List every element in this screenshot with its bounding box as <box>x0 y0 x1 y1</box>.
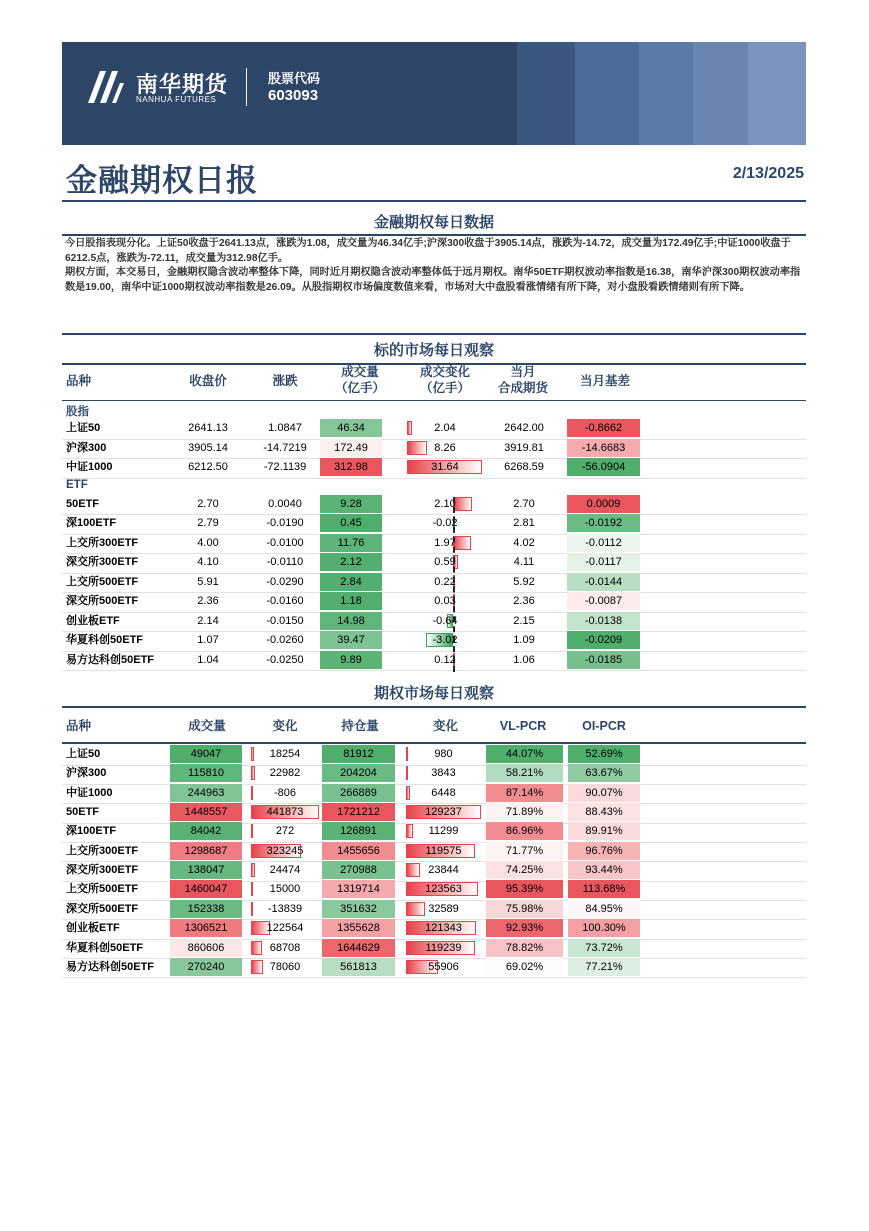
option-volume-value: 1448557 <box>170 803 242 821</box>
group-label: ETF <box>66 478 88 491</box>
close-value: 4.10 <box>197 556 219 568</box>
table-row <box>62 803 806 824</box>
synthetic-future-value: 1.06 <box>513 653 535 666</box>
row-name: 上证50 <box>66 422 101 434</box>
change-value: -0.0150 <box>266 614 304 627</box>
open-interest-value: 81912 <box>322 745 395 763</box>
oi-pcr-value: 113.68% <box>568 880 640 898</box>
option-volume-value: 152338 <box>170 900 242 918</box>
row-name: 易方达科创50ETF <box>66 653 155 666</box>
table-row <box>62 651 806 672</box>
change-value: -0.0110 <box>266 556 304 568</box>
option-volume-value: 1298687 <box>170 842 242 860</box>
volume-change-value: 0.12 <box>434 653 456 666</box>
volume-change-value: 0.59 <box>434 556 456 568</box>
table-row <box>62 861 806 882</box>
table-row <box>62 592 806 613</box>
column-header: 持仓量 <box>341 719 379 733</box>
oi-pcr-value: 90.07% <box>568 784 640 802</box>
row-name: 深交所300ETF <box>66 556 139 568</box>
section-title-daily: 金融期权每日数据 <box>373 214 494 231</box>
title-divider <box>62 200 806 202</box>
close-value: 2.70 <box>197 497 219 510</box>
row-name: 深交所500ETF <box>66 595 139 607</box>
close-value: 2.14 <box>197 614 219 627</box>
open-interest-change-value: 119239 <box>425 941 462 954</box>
close-value: 6212.50 <box>188 461 228 473</box>
basis-value: -0.0185 <box>567 651 640 669</box>
synthetic-future-value: 2642.00 <box>504 422 544 434</box>
option-volume-value: 270240 <box>170 958 242 976</box>
option-volume-change-value: 24474 <box>269 864 301 877</box>
table-row <box>62 842 806 863</box>
open-interest-value: 1721212 <box>322 803 395 821</box>
header-divider <box>62 742 806 744</box>
synthetic-future-value: 5.92 <box>513 575 535 588</box>
close-value: 2.36 <box>197 595 219 607</box>
table-row <box>62 880 806 901</box>
row-name: 深交所500ETF <box>66 902 139 915</box>
oi-pcr-value: 52.69% <box>568 745 640 763</box>
change-value: -0.0260 <box>266 634 304 646</box>
open-interest-value: 126891 <box>322 822 395 840</box>
table-row <box>62 514 806 535</box>
row-name: 深交所300ETF <box>66 864 139 877</box>
vl-pcr-value: 86.96% <box>486 822 563 840</box>
option-volume-value: 860606 <box>170 939 242 957</box>
table-row <box>62 745 806 766</box>
column-header: 变化 <box>432 719 458 733</box>
volume-value: 2.12 <box>320 553 382 571</box>
change-value: -14.7219 <box>263 441 307 454</box>
table-row <box>62 419 806 440</box>
close-value: 1.07 <box>197 634 219 646</box>
volume-change-value: 2.04 <box>434 422 456 434</box>
volume-value: 312.98 <box>320 458 382 476</box>
column-header: 成交量 （亿手） <box>334 365 385 395</box>
open-interest-value: 561813 <box>322 958 395 976</box>
oi-pcr-value: 96.76% <box>568 842 640 860</box>
basis-value: -0.0192 <box>567 514 640 532</box>
row-name: 易方达科创50ETF <box>66 960 155 973</box>
change-value: 1.0847 <box>268 422 302 434</box>
open-interest-change-value: 11299 <box>428 825 459 838</box>
row-name: 深100ETF <box>66 825 117 838</box>
vl-pcr-value: 69.02% <box>486 958 563 976</box>
column-header: OI-PCR <box>582 719 626 733</box>
vl-pcr-value: 87.14% <box>486 784 563 802</box>
table-row <box>62 631 806 652</box>
row-name: 沪深300 <box>66 441 107 454</box>
volume-value: 9.28 <box>320 495 382 513</box>
volume-value: 46.34 <box>320 419 382 437</box>
volume-value: 11.76 <box>320 534 382 552</box>
basis-value: -56.0904 <box>567 458 640 476</box>
volume-change-value: 1.97 <box>434 536 456 549</box>
column-header: 当月 合成期货 <box>497 365 548 395</box>
row-name: 中证1000 <box>66 461 113 473</box>
synthetic-future-value: 2.81 <box>513 517 535 529</box>
basis-value: -0.8662 <box>567 419 640 437</box>
basis-value: -0.0144 <box>567 573 640 591</box>
basis-value: -0.0112 <box>567 534 640 552</box>
nanhua-logo-icon <box>86 69 126 105</box>
row-name: 华夏科创50ETF <box>66 634 144 646</box>
oi-pcr-value: 100.30% <box>568 919 640 937</box>
option-volume-change-value: 272 <box>275 825 295 838</box>
open-interest-change-value: 980 <box>434 748 453 760</box>
open-interest-value: 204204 <box>322 764 395 782</box>
vl-pcr-value: 44.07% <box>486 745 563 763</box>
open-interest-change-value: 121343 <box>425 922 462 935</box>
column-header: 成交量 <box>188 719 226 733</box>
table-row <box>62 439 806 460</box>
vl-pcr-value: 78.82% <box>486 939 563 957</box>
open-interest-change-value: 55906 <box>428 960 459 973</box>
option-volume-value: 115810 <box>170 764 242 782</box>
vl-pcr-value: 58.21% <box>486 764 563 782</box>
summary-text: 今日股指表现分化。上证50收盘于2641.13点，涨跌为1.08，成交量为46.34亿手;沪深300收盘于3905.14点，涨跌为-14.72，成交量为172.49亿手;中证1000收盘于6212.5点，涨跌为-72.11，成交量为312.98亿手。 期权方面，本交易日，金融期权隐含波动率整体下降，同时近月期权隐含波动率整体低于远月期权。南华50ETF期权波动率指数是16.38，南华沪深300期权波动率指数是19.00，南华中证1000期权波动率指数是26.09。从股指期权市场偏度数值来看，市场对大中盘股看涨情绪有所下降，对小盘股看跌情绪则有所下降。 <box>65 238 801 293</box>
open-interest-change-value: 6448 <box>431 786 456 799</box>
option-volume-change-value: -13839 <box>267 902 303 915</box>
open-interest-change-value: 129237 <box>425 806 462 819</box>
table-row <box>62 958 806 979</box>
logo-divider <box>246 68 247 106</box>
open-interest-value: 1644629 <box>322 939 395 957</box>
stock-code-label: 股票代码 <box>268 71 321 86</box>
volume-value: 9.89 <box>320 651 382 669</box>
table-row <box>62 822 806 843</box>
table-row <box>62 784 806 805</box>
column-header: 品种 <box>66 719 92 733</box>
close-value: 5.91 <box>197 575 219 588</box>
open-interest-value: 351632 <box>322 900 395 918</box>
section-divider <box>62 234 806 236</box>
change-value: -0.0190 <box>266 517 304 529</box>
open-interest-change-value: 119575 <box>425 844 462 857</box>
oi-pcr-value: 88.43% <box>568 803 640 821</box>
oi-pcr-value: 63.67% <box>568 764 640 782</box>
oi-pcr-value: 93.44% <box>568 861 640 879</box>
volume-value: 14.98 <box>320 612 382 630</box>
change-value: -0.0100 <box>266 536 304 549</box>
open-interest-change-value: 123563 <box>425 883 462 896</box>
option-volume-change-value: 122564 <box>266 922 304 935</box>
option-volume-value: 1306521 <box>170 919 242 937</box>
synthetic-future-value: 3919.81 <box>504 441 544 454</box>
synthetic-future-value: 2.70 <box>513 497 535 510</box>
oi-pcr-value: 77.21% <box>568 958 640 976</box>
row-name: 创业板ETF <box>66 614 120 627</box>
volume-change-value: 31.64 <box>431 461 459 473</box>
stock-code-value: 603093 <box>268 87 319 104</box>
option-volume-change-value: 18254 <box>269 748 301 760</box>
basis-value: -0.0138 <box>567 612 640 630</box>
row-name: 50ETF <box>66 806 100 819</box>
option-volume-change-value: 15000 <box>269 883 301 896</box>
option-volume-change-value: 22982 <box>269 767 301 780</box>
synthetic-future-value: 2.15 <box>513 614 535 627</box>
volume-value: 1.18 <box>320 592 382 610</box>
column-header: 品种 <box>66 374 92 388</box>
group-label: 股指 <box>66 406 89 418</box>
volume-change-value: -0.02 <box>432 517 458 529</box>
option-volume-change-value: 441873 <box>266 806 304 819</box>
zero-axis-line <box>453 497 455 672</box>
oi-pcr-value: 89.91% <box>568 822 640 840</box>
change-value: -72.1139 <box>263 461 307 473</box>
volume-value: 0.45 <box>320 514 382 532</box>
table-row <box>62 764 806 785</box>
row-name: 上交所300ETF <box>66 536 139 549</box>
report-date: 2/13/2025 <box>732 165 804 182</box>
row-name: 中证1000 <box>66 786 113 799</box>
volume-change-value: -0.64 <box>432 614 458 627</box>
row-name: 创业板ETF <box>66 922 120 935</box>
volume-value: 2.84 <box>320 573 382 591</box>
open-interest-value: 1455656 <box>322 842 395 860</box>
option-volume-change-value: 78060 <box>269 960 301 973</box>
section-title-underlying: 标的市场每日观察 <box>373 342 494 359</box>
row-name: 上交所500ETF <box>66 883 139 896</box>
change-value: -0.0290 <box>266 575 304 588</box>
close-value: 1.04 <box>197 653 219 666</box>
synthetic-future-value: 4.11 <box>513 556 535 568</box>
open-interest-change-value: 32589 <box>428 902 459 915</box>
close-value: 3905.14 <box>188 441 228 454</box>
logo-subtext: NANHUA FUTURES <box>136 95 217 104</box>
row-name: 华夏科创50ETF <box>66 941 144 954</box>
change-value: 0.0040 <box>268 497 302 510</box>
vl-pcr-value: 95.39% <box>486 880 563 898</box>
column-header: VL-PCR <box>499 719 547 733</box>
row-name: 上交所500ETF <box>66 575 139 588</box>
volume-change-value: 0.22 <box>434 575 456 588</box>
option-volume-value: 244963 <box>170 784 242 802</box>
logo-text: 南华期货 <box>136 72 229 97</box>
column-header: 收盘价 <box>189 374 227 388</box>
table-row <box>62 534 806 555</box>
market-summary <box>65 237 805 295</box>
row-name: 深100ETF <box>66 517 117 529</box>
oi-pcr-value: 84.95% <box>568 900 640 918</box>
basis-value: -14.6683 <box>567 439 640 457</box>
change-value: -0.0160 <box>266 595 304 607</box>
vl-pcr-value: 92.93% <box>486 919 563 937</box>
table-row <box>62 939 806 960</box>
column-header: 涨跌 <box>272 374 298 388</box>
open-interest-value: 266889 <box>322 784 395 802</box>
close-value: 4.00 <box>197 536 219 549</box>
open-interest-change-value: 23844 <box>428 864 459 877</box>
table-row <box>62 573 806 594</box>
basis-value: -0.0209 <box>567 631 640 649</box>
option-volume-change-value: 68708 <box>269 941 301 954</box>
column-header: 变化 <box>272 719 298 733</box>
close-value: 2.79 <box>197 517 219 529</box>
table-row <box>62 553 806 574</box>
basis-value: -0.0087 <box>567 592 640 610</box>
open-interest-value: 270988 <box>322 861 395 879</box>
synthetic-future-value: 2.36 <box>513 595 535 607</box>
report-title: 金融期权日报 <box>66 163 258 198</box>
section-divider <box>62 706 806 708</box>
row-name: 上证50 <box>66 748 101 760</box>
open-interest-change-value: 3843 <box>431 767 456 780</box>
volume-change-value: -3.02 <box>432 634 458 646</box>
synthetic-future-value: 1.09 <box>513 634 535 646</box>
table-row <box>62 900 806 921</box>
row-name: 沪深300 <box>66 767 107 780</box>
open-interest-value: 1355628 <box>322 919 395 937</box>
header-divider <box>62 400 806 401</box>
vl-pcr-value: 71.89% <box>486 803 563 821</box>
option-volume-change-value: 323245 <box>266 844 304 857</box>
synthetic-future-value: 6268.59 <box>504 461 544 473</box>
close-value: 2641.13 <box>188 422 228 434</box>
column-header: 成交变化 （亿手） <box>419 365 470 395</box>
section-title-options: 期权市场每日观察 <box>373 685 494 702</box>
volume-change-value: 0.03 <box>434 595 456 607</box>
vl-pcr-value: 71.77% <box>486 842 563 860</box>
vl-pcr-value: 74.25% <box>486 861 563 879</box>
table-row <box>62 612 806 633</box>
change-value: -0.0250 <box>266 653 304 666</box>
oi-pcr-value: 73.72% <box>568 939 640 957</box>
basis-value: 0.0009 <box>567 495 640 513</box>
section-divider <box>62 333 806 335</box>
option-volume-change-value: -806 <box>273 786 297 799</box>
option-volume-value: 84042 <box>170 822 242 840</box>
option-volume-value: 49047 <box>170 745 242 763</box>
table-row <box>62 458 806 479</box>
row-name: 50ETF <box>66 497 100 510</box>
volume-value: 172.49 <box>320 439 382 457</box>
row-name: 上交所300ETF <box>66 844 139 857</box>
volume-change-value: 2.10 <box>434 497 456 510</box>
vl-pcr-value: 75.98% <box>486 900 563 918</box>
open-interest-value: 1319714 <box>322 880 395 898</box>
basis-value: -0.0117 <box>567 553 640 571</box>
synthetic-future-value: 4.02 <box>513 536 535 549</box>
column-header: 当月基差 <box>579 374 630 388</box>
table-row <box>62 495 806 516</box>
option-volume-value: 138047 <box>170 861 242 879</box>
volume-change-value: 8.26 <box>434 441 456 454</box>
volume-value: 39.47 <box>320 631 382 649</box>
table-row <box>62 919 806 940</box>
option-volume-value: 1460047 <box>170 880 242 898</box>
